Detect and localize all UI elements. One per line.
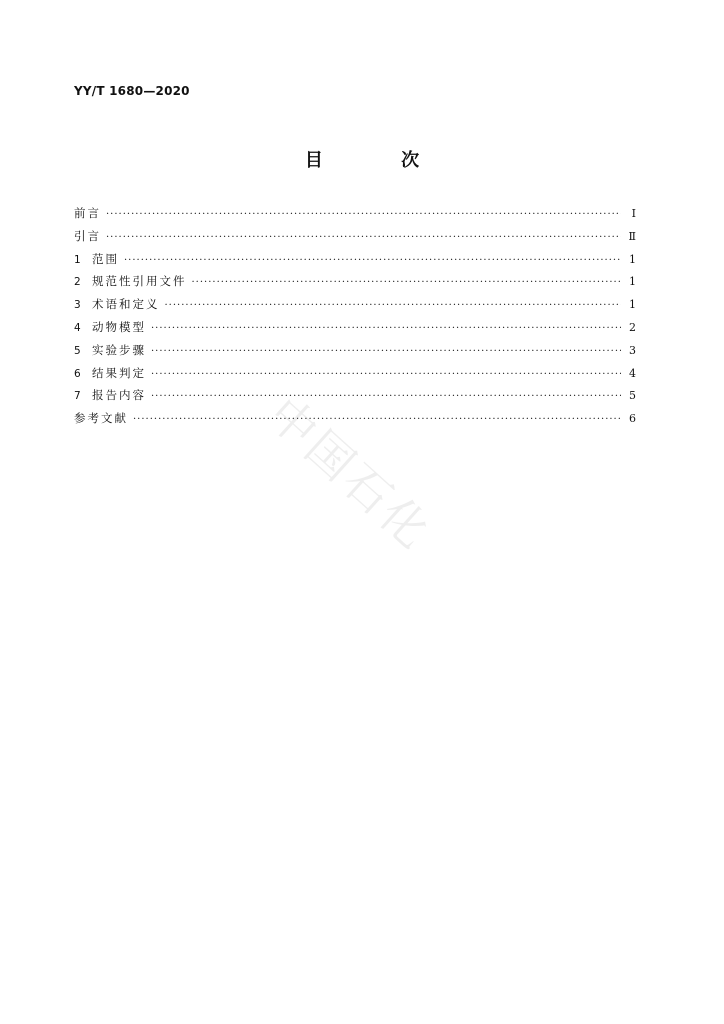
dot-leader [106,232,621,243]
toc-entry-animal-model[interactable] [74,319,636,342]
toc-entry-terms-definitions[interactable] [74,296,636,319]
dot-leader [106,209,621,220]
toc-page-number: 4 [629,366,636,380]
toc-section-number: 7 [74,390,81,403]
toc-label: 实验步骤 [92,342,146,357]
toc-section-number: 4 [74,321,81,334]
toc-label: 引言 [74,228,101,243]
toc-section-number: 3 [74,299,81,312]
toc-label: 规范性引用文件 [92,274,187,289]
toc-entry-result-judgment[interactable] [74,365,636,388]
dot-leader [133,414,621,425]
toc-section-number: 5 [74,344,81,357]
toc-entry-normative-references[interactable] [74,273,636,296]
dot-leader [151,369,621,380]
table-of-contents [74,205,636,433]
dot-leader [165,300,622,311]
toc-label: 报告内容 [92,388,146,403]
toc-entry-experimental-steps[interactable] [74,342,636,365]
standard-code: YY/T 1680—2020 [74,84,190,98]
dot-leader [151,346,621,357]
watermark: 中国石化 [257,386,443,561]
toc-section-number: 1 [74,253,81,266]
toc-entry-scope[interactable] [74,251,636,274]
toc-page-number: 3 [629,343,636,357]
toc-page-number: 6 [629,412,636,426]
toc-page-number: 1 [629,275,636,289]
toc-label: 前言 [74,206,101,220]
toc-entry-foreword[interactable] [74,205,636,228]
toc-page-number: 2 [629,320,636,334]
toc-label: 结果判定 [92,365,146,380]
dot-leader [151,391,621,402]
toc-section-number: 6 [74,367,81,380]
page-title: 目 次 [304,150,456,171]
toc-page-number: 5 [629,389,636,403]
toc-label: 术语和定义 [92,297,160,312]
toc-entry-report-content[interactable] [74,387,636,410]
toc-page-number: 1 [629,252,636,266]
toc-label: 动物模型 [92,319,146,334]
dot-leader [151,323,621,334]
toc-page-number: Ⅰ [631,207,636,220]
toc-section-number: 2 [74,276,81,289]
toc-page-number: Ⅱ [628,229,636,243]
dot-leader [124,255,621,266]
toc-page-number: 1 [629,298,636,312]
toc-label: 参考文献 [74,411,128,426]
toc-entry-introduction[interactable] [74,228,636,251]
dot-leader [192,277,622,288]
toc-label: 范围 [92,251,119,266]
